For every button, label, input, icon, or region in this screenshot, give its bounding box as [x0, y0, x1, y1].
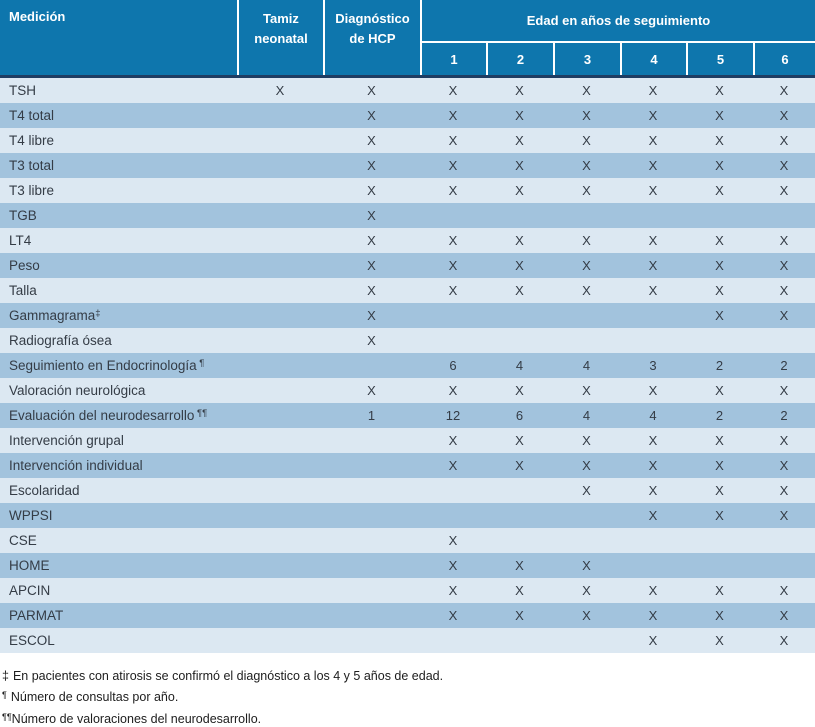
row-label: T3 libre — [9, 183, 55, 198]
footnotes — [0, 653, 815, 727]
cell-value: X — [779, 283, 789, 298]
cell-value: 2 — [715, 358, 724, 373]
table-row — [0, 278, 815, 303]
cell-value: 2 — [780, 408, 788, 423]
row-label: Evaluación del neurodesarrollo ¶¶ — [9, 408, 208, 423]
cell-value: X — [715, 383, 724, 398]
cell-value: X — [367, 258, 376, 273]
cell-value: X — [582, 108, 591, 123]
table-row — [0, 303, 815, 328]
cell-value: X — [448, 83, 458, 98]
cell-value: X — [779, 233, 789, 248]
footnote-text: Número de consultas por año. — [10, 690, 179, 704]
cell-value: X — [648, 458, 658, 473]
cell-value: X — [448, 583, 458, 598]
row-label: Intervención individual — [9, 458, 143, 473]
row-label: TSH — [9, 83, 36, 98]
cell-value: X — [515, 233, 524, 248]
cell-value: X — [367, 133, 376, 148]
table-row — [0, 628, 815, 653]
cell-value: X — [515, 133, 524, 148]
cell-value: 4 — [649, 408, 657, 423]
cell-value: X — [367, 333, 376, 348]
cell-value: X — [648, 608, 658, 623]
cell-value: X — [779, 383, 789, 398]
cell-value: X — [779, 183, 789, 198]
cell-value: X — [648, 583, 658, 598]
cell-value: X — [515, 183, 524, 198]
cell-value: X — [582, 433, 591, 448]
table-header — [0, 0, 815, 78]
cell-value: X — [779, 633, 789, 648]
cell-value: X — [582, 608, 591, 623]
table-row — [0, 453, 815, 478]
cell-value: X — [715, 83, 724, 98]
cell-value: X — [367, 108, 376, 123]
cell-value: X — [779, 83, 789, 98]
cell-value: X — [648, 258, 658, 273]
cell-value: X — [582, 458, 591, 473]
cell-value: X — [648, 108, 658, 123]
cell-value: 1 — [367, 408, 376, 423]
row-label: LT4 — [9, 233, 32, 248]
table-row — [0, 253, 815, 278]
row-label: WPPSI — [9, 508, 53, 523]
cell-value: X — [367, 183, 376, 198]
cell-value: X — [448, 183, 458, 198]
row-label: T3 total — [9, 158, 55, 173]
cell-value: X — [715, 108, 724, 123]
cell-value: X — [448, 608, 458, 623]
cell-value: X — [779, 433, 789, 448]
cell-value: 2 — [780, 358, 788, 373]
table-row — [0, 503, 815, 528]
table-row — [0, 528, 815, 553]
cell-value: X — [715, 583, 724, 598]
cell-value: 6 — [449, 358, 457, 373]
cell-value: X — [515, 83, 524, 98]
cell-value: X — [715, 508, 724, 523]
cell-value: X — [367, 383, 376, 398]
footnote — [2, 709, 815, 727]
cell-value: X — [515, 283, 524, 298]
cell-value: X — [779, 608, 789, 623]
row-label: Talla — [9, 283, 37, 298]
footnote-marker: ¶¶ — [194, 408, 208, 419]
cell-value: X — [779, 508, 789, 523]
cell-value: X — [448, 533, 458, 548]
cell-value: X — [515, 158, 524, 173]
cell-value: X — [715, 308, 724, 323]
cell-value: X — [582, 383, 591, 398]
row-label: T4 total — [9, 108, 55, 123]
row-label: PARMAT — [9, 608, 64, 623]
cell-value: X — [648, 233, 658, 248]
footnote — [2, 687, 815, 709]
cell-value: X — [367, 83, 376, 98]
cell-value: X — [648, 433, 658, 448]
cell-value: X — [448, 133, 458, 148]
cell-value: X — [715, 133, 724, 148]
cell-value: X — [648, 183, 658, 198]
cell-value: 4 — [582, 408, 591, 423]
row-label: CSE — [9, 533, 37, 548]
row-label: ESCOL — [9, 633, 55, 648]
cell-value: 6 — [515, 408, 524, 423]
cell-value: X — [275, 83, 285, 98]
table-row — [0, 403, 815, 428]
cell-value: X — [448, 283, 458, 298]
cell-value: X — [715, 183, 724, 198]
table-row — [0, 378, 815, 403]
cell-value: X — [648, 283, 658, 298]
table-row — [0, 603, 815, 628]
cell-value: X — [515, 583, 524, 598]
table-row — [0, 128, 815, 153]
cell-value: X — [448, 233, 458, 248]
row-label: APCIN — [9, 583, 51, 598]
cell-value: X — [648, 83, 658, 98]
table-row — [0, 428, 815, 453]
cell-value: X — [779, 458, 789, 473]
cell-value: X — [448, 158, 458, 173]
cell-value: X — [779, 583, 789, 598]
column-header-year-4: 4 — [620, 43, 686, 75]
cell-value: 4 — [515, 358, 524, 373]
cell-value: X — [582, 233, 591, 248]
footnote-marker: ‡ — [95, 308, 101, 319]
cell-value: X — [367, 158, 376, 173]
cell-value: X — [448, 108, 458, 123]
cell-value: X — [515, 433, 524, 448]
cell-value: X — [648, 133, 658, 148]
cell-value: X — [515, 108, 524, 123]
cell-value: X — [715, 433, 724, 448]
cell-value: X — [779, 108, 789, 123]
cell-value: X — [715, 283, 724, 298]
footnote — [2, 666, 815, 687]
row-label: Peso — [9, 258, 40, 273]
cell-value: X — [582, 583, 591, 598]
cell-value: X — [715, 158, 724, 173]
row-label: Escolaridad — [9, 483, 80, 498]
cell-value: X — [779, 308, 789, 323]
cell-value: X — [779, 133, 789, 148]
cell-value: X — [367, 208, 376, 223]
table-row — [0, 103, 815, 128]
cell-value: X — [367, 283, 376, 298]
table-row — [0, 328, 815, 353]
cell-value: X — [715, 258, 724, 273]
cell-value: X — [715, 233, 724, 248]
table-row — [0, 353, 815, 378]
cell-value: X — [779, 258, 789, 273]
footnote-text: En pacientes con atirosis se confirmó el diagnóstico a los 4 y 5 años de edad. — [12, 669, 444, 683]
cell-value: X — [648, 633, 658, 648]
cell-value: X — [582, 183, 591, 198]
footnote-marker: ¶ — [2, 690, 7, 700]
cell-value: X — [582, 483, 591, 498]
cell-value: X — [582, 158, 591, 173]
row-label: Intervención grupal — [9, 433, 124, 448]
cell-value: 12 — [445, 408, 461, 423]
table-row — [0, 203, 815, 228]
row-label: HOME — [9, 558, 50, 573]
table-body — [0, 78, 815, 653]
footnote-marker: ‡ — [2, 669, 9, 683]
table-row — [0, 178, 815, 203]
row-label: Radiografía ósea — [9, 333, 112, 348]
footnote-text: Número de valoraciones del neurodesarrollo. — [11, 712, 262, 726]
cell-value: X — [715, 458, 724, 473]
cell-value: X — [648, 483, 658, 498]
column-header-medicion: Medición — [0, 0, 237, 75]
cell-value: X — [448, 383, 458, 398]
row-label: Valoración neurológica — [9, 383, 146, 398]
cell-value: 2 — [715, 408, 724, 423]
table-row — [0, 153, 815, 178]
cell-value: 4 — [582, 358, 591, 373]
cell-value: X — [715, 633, 724, 648]
cell-value: X — [515, 558, 524, 573]
cell-value: X — [515, 383, 524, 398]
cell-value: X — [448, 258, 458, 273]
cell-value: X — [648, 508, 658, 523]
column-header-year-1: 1 — [420, 43, 486, 75]
column-header-year-3: 3 — [553, 43, 620, 75]
cell-value: 3 — [649, 358, 657, 373]
footnote-marker: ¶ — [196, 358, 205, 369]
row-label: Seguimiento en Endocrinología ¶ — [9, 358, 205, 373]
cell-value: X — [582, 133, 591, 148]
cell-value: X — [779, 158, 789, 173]
column-header-tamiz-neonatal: Tamiz neonatal — [237, 0, 323, 75]
table-row — [0, 578, 815, 603]
cell-value: X — [515, 458, 524, 473]
cell-value: X — [648, 158, 658, 173]
cell-value: X — [448, 558, 458, 573]
row-label: Gammagrama‡ — [9, 308, 101, 323]
cell-value: X — [582, 83, 591, 98]
table-row — [0, 228, 815, 253]
cell-value: X — [715, 608, 724, 623]
column-header-year-2: 2 — [486, 43, 553, 75]
cell-value: X — [715, 483, 724, 498]
cell-value: X — [582, 258, 591, 273]
cell-value: X — [367, 233, 376, 248]
cell-value: X — [582, 283, 591, 298]
column-header-edad-seguimiento-banner: Edad en años de seguimiento — [420, 0, 815, 43]
column-header-diagnostico-hcp: Diagnóstico de HCP — [323, 0, 420, 75]
cell-value: X — [648, 383, 658, 398]
table-row — [0, 478, 815, 503]
table-row — [0, 78, 815, 103]
cell-value: X — [448, 458, 458, 473]
row-label: TGB — [9, 208, 37, 223]
cell-value: X — [448, 433, 458, 448]
column-header-year-6: 6 — [753, 43, 815, 75]
row-label: T4 libre — [9, 133, 55, 148]
cell-value: X — [515, 258, 524, 273]
cell-value: X — [367, 308, 376, 323]
cell-value: X — [779, 483, 789, 498]
column-header-year-5: 5 — [686, 43, 753, 75]
footnote-marker: ¶¶ — [2, 712, 12, 722]
table-row — [0, 553, 815, 578]
cell-value: X — [515, 608, 524, 623]
cell-value: X — [582, 558, 591, 573]
